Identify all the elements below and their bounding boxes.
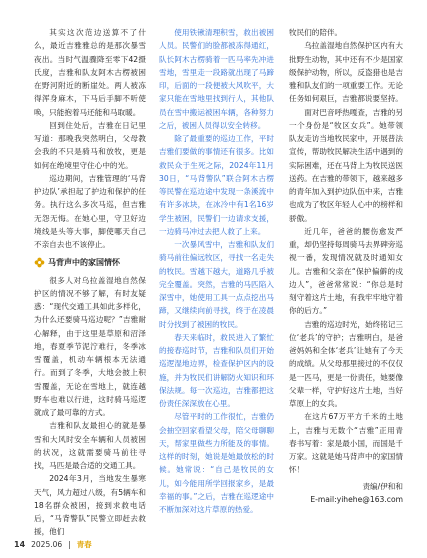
paragraph: 吉雅的巡边时光，始终铭记三位‘老兵’的守护；吉雅明白，是爸爸妈妈和全体‘老兵’让她有了今天的成绩。从父母那里接过的不仅仅是一匹马，更是一份责任，她要像父辈一样，守护好这片土地，当好草原上的女兵。 — [289, 319, 403, 408]
paragraph: 其实这次范边送算不了什么，最近吉雅雅总的是那次暴雪夜出。当时气温骤降至零下42摄氏度，吉雅和队友阿木古楞被困在野河附近的断崖处。两人被冻得浑身麻木，下马后手脚不听使唤，只能抱着马还能和马取暖。 — [34, 28, 146, 117]
paragraph: 吉雅和队友最担心的就是暴雪和大风时安全车辆和人员被困的状况，这就需要骑马前往寻找，马匹是最合适的交通工具。 — [34, 421, 146, 470]
editor-email: E-mail:yihehe@163.com — [310, 494, 403, 504]
paragraph: 春天来临时，救民进入了繁忙的接春巡时节，吉雅和队员们开始巡逻湿地边界，检查保护区内的设施，并为牧民们讲解防火知识和环保法规。每一次巡边，吉雅都把这份责任深深放在心里。 — [159, 332, 274, 408]
text-column-2 — [159, 26, 274, 516]
paragraph: 巡边期间，吉雅管理的‘马背护边队’承担起了护边和保护的任务。执行这么多次马巡，但吉雅无怨无悔。在她心里，守卫好边境线是头等大事，脚使哪天自己不亲自去也不该停止。 — [34, 173, 146, 249]
paragraph: 使用铁锹清理积雪，救出被困人员。民警们的脸都被冻得通红，队长阿木古楞骑着一匹马率先冲进雪地，雪里走一段路就出现了马蹄印，后面的一段便被大风吹平，大家只能在雪地里找到行人，其他队员在雪中搬运被困车辆，各种努力之后，被困人员得以安全转移。 — [159, 28, 274, 130]
issue-date: 2025.06 — [31, 540, 63, 549]
magazine-name: 青春 — [76, 540, 92, 549]
paragraph: 一次暴风雪中，吉雅和队友们骑马前往偏远牧区，寻找一名走失的牧民。雪越下越大，道路几乎被完全覆盖。突然，吉雅的马匹陷入深雪中，她使用工具一点点挖出马蹄，又继续向前寻找，终于在凌晨时分找到了被困的牧民。 — [159, 240, 274, 329]
paragraph: 尽管平时的工作很忙，吉雅仍会抽空回家看望父母，陪父母聊聊天，帮家里做些力所能及的事情。这样的时刻，她说是她最放松的时候。她常说：“自己是牧民的女儿，如今能用所学回报家乡，是最幸福的事。”之后，吉雅在巡逻途中不断加深对这片草原的热爱。 — [159, 412, 274, 514]
section-heading-text: 马背声中的家国情怀 — [48, 258, 120, 268]
paragraph: 回到住处后，吉雅在日记里写道：那晚我突然明白，父母教会我的不只是骑马和放牧，更是如何在绝境里守住心中的光。 — [34, 120, 146, 170]
editor-name: 责编/伊和和 — [362, 481, 403, 491]
section-heading — [34, 256, 146, 269]
paragraph: 很多人对乌拉盖湿地自然保护区的情况不够了解，有时友疑惑：“现代交通工具如此多样化，为什么还要骑马巡边呢？”吉雅耐心解释，由于这里是草原和沼泽地，春夏季节泥泞难行，冬季冰雪覆盖，机动车辆根本无法通行。而到了冬季，大地会披上积雪覆盖，无论在雪地上，就连越野车也难以行进，这时骑马巡逻就成了最可靠的方式。 — [34, 275, 146, 417]
paragraph: 乌拉盖湿地自然保护区内有大批野生动物，其中还有不少是国家级保护动物，所以，反盗猎也是吉雅和队友们的一项重要工作。无论任务如何艰巨，吉雅都说要坚持。 — [289, 41, 403, 104]
text-column-3 — [289, 26, 403, 506]
flower-icon — [34, 257, 45, 268]
separator: | — [68, 540, 71, 549]
page-number: 14 — [14, 540, 26, 549]
paragraph: 面对巴音呼热嘎查，吉雅的另一个身份是“牧区女兵”。她带领队友走访当地牧民家中，开展普法宣传，帮助牧民解决生活中遇到的实际困难，还在马背上为牧民送医送药。在吉雅的带领下，越来越多的青年加入到护边队伍中来，吉雅也成为了牧区年轻人心中的榜样和骄傲。 — [289, 107, 403, 223]
page-footer — [14, 539, 92, 550]
paragraph: 近几年，爸爸的腰伤愈发严重，却仍坚持每周骑马去界碑旁巡视一番，发现情况就及时通知女儿。吉雅和父亲在“保护偏僻的戍边人”，爸爸常常说：“你总是时刻守着这片土地，有我牢牢地守着你的后方。” — [289, 226, 403, 316]
paragraph: 在这片67万平方千米的土地上，吉雅与无数个“吉雅”正用青春书写着：家是最小国，而国是千万家。这就是她马背声中的家国情怀！ — [289, 412, 403, 475]
editor-signature — [289, 480, 403, 507]
paragraph: 牧民们的陪伴。 — [289, 28, 343, 37]
text-column-1 — [34, 26, 146, 539]
paragraph: 除了最重要的巡边工作，平时吉雅们要做的事情还有很多。比如救民众于生死之际，2024年11月30日，“马背警队”联合阿木古楞等民警在巡边途中发现一条溪流中有许多冰块，在冰冷中有1名16岁学生被困，民警们一边请求支援，一边骑马冲过去把人救了上来。 — [159, 134, 274, 236]
paragraph: 2024年3月，当地发生暴寒天气，风力超过八级，有5辆车和18名群众被困，接到求救电话后，“马背警队”民警立即赶去救援，他们 — [34, 474, 146, 537]
